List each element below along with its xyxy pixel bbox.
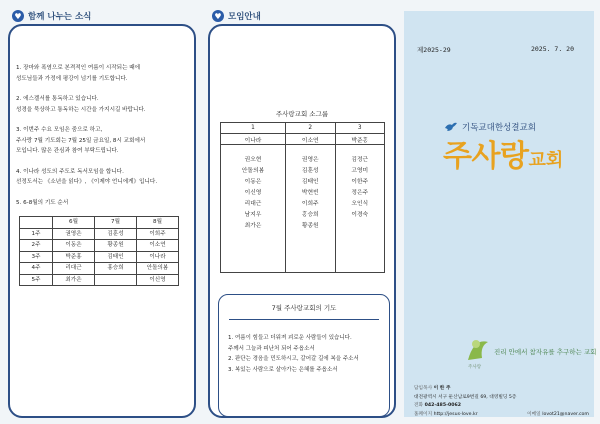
bulletin-date: 2025. 7. 20 (530, 45, 574, 53)
heart-icon: ♥ (12, 10, 24, 22)
member-name: 이신영 (244, 190, 262, 196)
table-header-cell: 6월 (53, 217, 95, 229)
news-panel (4, 5, 200, 419)
prayer-line: 1. 여름이 힘들고 더워져 괴로운 사람들이 있습니다. (228, 335, 352, 341)
member-name: 고영미 (351, 168, 369, 174)
member-name: 이한주 (351, 179, 369, 185)
table-cell (95, 274, 137, 286)
table-header-cell: 7월 (95, 217, 137, 229)
table-cell: 4주 (20, 263, 53, 275)
table-cell: 황종원 (95, 240, 137, 252)
prayer-schedule-table (19, 216, 179, 286)
table-cell: 박준홍 (53, 251, 95, 263)
church-info (414, 385, 592, 419)
member-name: 홍승희 (301, 212, 319, 218)
group-number: 3 (335, 123, 385, 134)
member-name: 이희주 (301, 201, 319, 207)
notice-title: 모임안내 (228, 12, 261, 22)
table-row (20, 228, 179, 240)
table-header-row (221, 123, 385, 134)
table-cell: 리대근 (53, 263, 95, 275)
member-name: 리대근 (244, 201, 262, 207)
member-name: 이경숙 (351, 212, 369, 218)
phone-label: 전화 (414, 403, 424, 408)
pastor-label: 담임목사 (414, 386, 433, 391)
prayer-line: 2. 판단는 경음을 민도하시고, 갈어갈 길에 복을 주소서 (228, 356, 359, 362)
homepage-link[interactable]: http://jesus-love.kr (433, 411, 478, 417)
member-name: 김태인 (301, 179, 319, 185)
church-name-main: 주사랑 (443, 139, 529, 174)
member-name: 오인식 (351, 201, 369, 207)
emblem-small-text: 주사랑 (468, 365, 482, 370)
member-name: 최가은 (244, 223, 262, 229)
group-leader: 박준홍 (335, 134, 385, 145)
member-name: 정은주 (351, 190, 369, 196)
table-cell: 이신영 (137, 274, 179, 286)
table-row (20, 263, 179, 275)
news-body (16, 63, 181, 286)
church-address: 대전광역시 서구 둔산남로9번길 69, 대영빌딩 5층 (414, 394, 517, 400)
table-header-cell: 8월 (137, 217, 179, 229)
member-name: 이동은 (244, 179, 262, 185)
news-line: 선정도서는 《소년을 읽다》, 《이제야 언니에게》입니다. (16, 179, 158, 185)
table-row (20, 240, 179, 252)
email-address[interactable]: lovot21@naver.com (542, 411, 589, 417)
table-row (221, 134, 385, 145)
table-cell: 이소연 (137, 240, 179, 252)
news-line: 모입니다. 많은 관심과 참여 부탁드립니다. (16, 148, 119, 154)
issue-number: 제2025-29 (417, 46, 451, 54)
group-members (335, 145, 385, 273)
emblem-text: 진리 안에서 참자유를 추구하는 교회 (494, 348, 597, 356)
notice-heading (212, 8, 261, 24)
prayer-line: 3. 복있는 사람으로 살아가는 은혜를 주옵소서 (228, 366, 338, 373)
news-title: 함께 나누는 소식 (28, 12, 92, 22)
table-header-cell (20, 217, 53, 229)
member-name: 남지우 (244, 212, 262, 218)
table-cell: 권영은 (53, 228, 95, 240)
church-name (443, 131, 563, 175)
table-cell: 3주 (20, 251, 53, 263)
prayer-line: 주께서 그늘과 피난처 되어 주옵소서 (228, 345, 315, 352)
news-line: 3. 이번주 수요 모임은 줌으로 하고, (16, 127, 103, 133)
notice-panel (204, 5, 400, 419)
group-members (221, 145, 286, 273)
table-cell: 최가은 (53, 274, 95, 286)
table-cell: 홍승희 (95, 263, 137, 275)
news-line: 주사랑 7월 기도회는 7월 25일 금요일, 8시 교회에서 (16, 137, 146, 144)
email-line (527, 411, 589, 420)
news-line: 4. 이나라 성도의 주도로 독서모임을 합니다. (16, 168, 124, 175)
church-emblem (462, 332, 597, 370)
member-name: 김훈성 (301, 168, 319, 174)
table-cell: 안돌의봄 (137, 263, 179, 275)
member-name: 김정근 (351, 157, 369, 163)
table-cell: 이나라 (137, 251, 179, 263)
group-title: 주사랑교회 소그룹 (275, 110, 329, 118)
emblem-dot (472, 340, 480, 348)
prayer-box (218, 294, 390, 417)
group-table (220, 122, 385, 273)
table-cell: 5주 (20, 274, 53, 286)
table-row (221, 145, 385, 273)
table-cell: 김태인 (95, 251, 137, 263)
prayer-list (228, 333, 388, 375)
denomination-name: 기독교대한성결교회 (462, 123, 536, 133)
group-number: 1 (221, 123, 286, 134)
news-line: 성도님들과 가정에 평강이 넘기를 기도합니다. (16, 75, 128, 82)
pastor-name: 이 한 주 (433, 386, 451, 391)
table-row (20, 251, 179, 263)
schedule-title: 5. 6-8월의 기도 순서 (16, 199, 69, 206)
table-cell: 이희주 (137, 228, 179, 240)
table-cell: 김훈성 (95, 228, 137, 240)
prayer-title: 7월 주사랑교회의 기도 (219, 303, 389, 312)
group-number: 2 (286, 123, 335, 134)
member-name: 황종원 (301, 223, 319, 229)
notice-frame (208, 24, 396, 418)
phone-line (414, 402, 592, 411)
phone-number: 042-485-0062 (424, 403, 462, 408)
member-name: 권오현 (244, 157, 262, 163)
homepage-label: 홈페이지 (414, 411, 433, 417)
news-line: 2. 에스겔서를 통독하고 있습니다. (16, 96, 99, 102)
heart-icon: ♥ (212, 10, 224, 22)
group-leader: 이소연 (286, 134, 335, 145)
member-name: 권영은 (301, 157, 319, 163)
member-name: 박현빈 (301, 190, 319, 196)
email-label: 이메일 (527, 411, 541, 417)
table-cell: 1주 (20, 228, 53, 240)
news-heading (12, 8, 91, 24)
news-line: 1. 장마와 폭염으로 본격적인 여름이 시작되는 때에 (16, 65, 141, 71)
pastor-line (414, 385, 592, 394)
table-cell: 이동은 (53, 240, 95, 252)
group-leader: 이나라 (221, 134, 286, 145)
table-header-row (20, 217, 179, 229)
member-name: 안돌의봄 (241, 168, 265, 174)
cover-panel (404, 11, 597, 417)
table-cell: 2주 (20, 240, 53, 252)
table-row (20, 274, 179, 286)
news-line: 성경을 묵상하고 통독하는 시간을 가지시길 바랍니다. (16, 106, 146, 113)
group-members (286, 145, 335, 273)
church-name-suffix: 교회 (528, 150, 564, 171)
